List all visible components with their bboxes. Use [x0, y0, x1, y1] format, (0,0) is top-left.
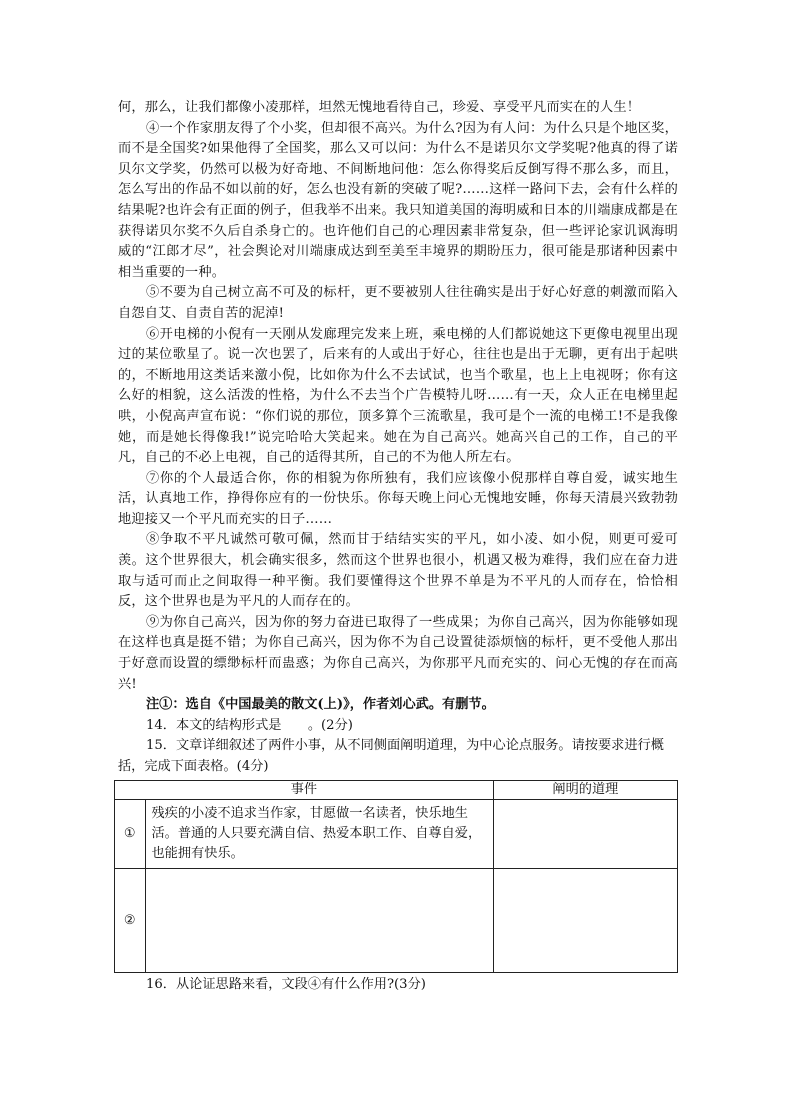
event-cell: 残疾的小凌不追求当作家，甘愿做一名读者，快乐地生活。普通的人只要充满自信、热爱本职工作、自尊自爱，也能拥有快乐。 [145, 799, 493, 868]
row-number: ① [115, 799, 146, 868]
document-page [118, 98, 678, 995]
event-answer-cell[interactable] [145, 868, 493, 972]
table-header-row [115, 780, 678, 799]
header-event: 事件 [115, 780, 494, 799]
source-note: 注①：选自《中国最美的散文(上)》，作者刘心武。有删节。 [146, 697, 495, 713]
question-15: 15．文章详细叙述了两件小事，从不同侧面阐明道理，为中心论点服务。请按要求进行概括，完成下面表格。(4分) [118, 738, 664, 774]
paragraph-4: ④一个作家朋友得了个小奖，但却很不高兴。为什么?因为有人问：为什么只是个地区奖，而不是全国奖?如果他得了全国奖，那么又可以问：为什么不是诺贝尔文学奖呢?他真的得了诺贝尔文学奖，仍然可以极为好奇地、不间断地问他：怎么你得奖后反倒写得不那么多，而且，怎么写出的作品不如以前的好，怎么也没有新的突破了呢?……这样一路问下去，会有什么样的结果呢?也许会有正面的例子，但我举不出来。我只知道美国的海明威和日本的川端康成都是在获得诺贝尔奖不久后自杀身亡的。也许他们自己的心理因素非常复杂，但一些评论家讥讽海明威的“江郎才尽”，社会舆论对川端康成达到至美至丰境界的期盼压力，很可能是那诸种因素中相当重要的一种。 [118, 120, 678, 280]
question-16: 16．从论证思路来看，文段④有什么作用?(3分) [146, 976, 426, 992]
row-number: ② [115, 868, 146, 972]
header-reason: 阐明的道理 [493, 780, 677, 799]
paragraph-5: ⑤不要为自己树立高不可及的标杆，更不要被别人往往确实是出于好心好意的刺激而陷入自怨自艾、自责自苦的泥淖! [118, 285, 678, 321]
paragraph-6: ⑥开电梯的小倪有一天刚从发廊理完发来上班，乘电梯的人们都说她这下更像电视里出现过的某位歌星了。说一次也罢了，后来有的人或出于好心，往往也是出于无聊，更有出于起哄的，不断地用这类话来激小倪，比如你为什么不去试试，也当个歌星，也上上电视呀；你有这么好的相貌，这么活泼的性格，为什么不去当个广告模特儿呀……有一天，众人正在电梯里起哄，小倪高声宣布说：“你们说的那位，顶多算个三流歌星，我可是个一流的电梯工!不是我像她，而是她长得像我!”说完哈哈大笑起来。她在为自己高兴。她高兴自己的工作，自己的平凡，自己的不必上电视，自己的适得其所，自己的不为他人所左右。 [118, 326, 678, 466]
table-row [115, 868, 678, 972]
answer-table [114, 780, 678, 973]
paragraph-9: ⑨为你自己高兴，因为你的努力奋进已取得了一些成果；为你自己高兴，因为你能够如现在这样也真是挺不错；为你自己高兴，因为你不为自己设置徒添烦恼的标杆，更不受他人那出于好意而设置的缥缈标杆而蛊惑；为你自己高兴，为你那平凡而充实的、问心无愧的存在而高兴! [118, 614, 678, 692]
table-row [115, 799, 678, 868]
question-14: 14．本文的结构形式是 。(2分) [146, 717, 353, 733]
reason-answer-cell[interactable] [493, 868, 677, 972]
reason-answer-cell[interactable] [493, 799, 677, 868]
paragraph-7: ⑦你的个人最适合你，你的相貌为你所独有，我们应该像小倪那样自尊自爱，诚实地生活，认真地工作，挣得你应有的一份快乐。你每天晚上问心无愧地安睡，你每天清晨兴致勃勃地迎接又一个平凡而充实的日子…… [118, 470, 678, 527]
paragraph-3-end: 何，那么，让我们都像小凌那样，坦然无愧地看待自己，珍爱、享受平凡而实在的人生！ [118, 100, 641, 115]
paragraph-8: ⑧争取不平凡诚然可敬可佩，然而甘于结结实实的平凡，如小凌、如小倪，则更可爱可羡。这个世界很大，机会确实很多，然而这个世界也很小，机遇又极为难得，我们应在奋力进取与适可而止之间取得一种平衡。我们要懂得这个世界不单是为不平凡的人而存在，恰恰相反，这个世界也是为平凡的人而存在的。 [118, 532, 678, 610]
